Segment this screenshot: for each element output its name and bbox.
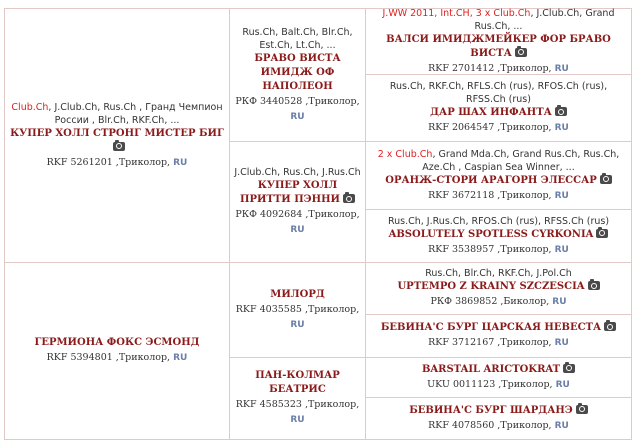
gen3-registration: РКФ 3869852 ,Биколор, RU — [430, 296, 567, 307]
country-code: RU — [290, 111, 305, 122]
sire-cell — [4, 8, 230, 263]
camera-icon[interactable] — [555, 107, 567, 116]
gen3-cell-8 — [365, 397, 632, 440]
country-code: RU — [290, 415, 305, 425]
dam-name[interactable]: ГЕРМИОНА ФОКС ЭСМОНД — [34, 337, 200, 348]
gen3-registration: RKF 2064547 ,Триколор, RU — [428, 122, 569, 133]
gen3-cell-5 — [365, 262, 632, 315]
dam-registration: RKF 5394801 ,Триколор, RU — [46, 352, 188, 363]
dam-sire-registration: RKF 4035585 ,Триколор, RU — [235, 303, 360, 330]
camera-icon[interactable] — [563, 364, 575, 373]
gen3-cell-4 — [365, 209, 632, 263]
country-code: RU — [173, 353, 188, 363]
gen3-registration: RKF 2701412 ,Триколор, RU — [428, 62, 569, 74]
dam-cell — [4, 262, 230, 440]
camera-icon[interactable] — [113, 142, 125, 151]
country-code: RU — [555, 379, 570, 390]
gen3-registration: RKF 3538957 ,Триколор, RU — [428, 243, 569, 255]
gen3-titles: Rus.Ch, Blr.Ch, RKF.Ch, J.Pol.Ch — [425, 268, 572, 279]
gen3-registration: RKF 3712167 ,Триколор, RU — [428, 337, 569, 348]
country-code: RU — [554, 338, 569, 348]
gen3-name[interactable]: ВАЛСИ ИМИДЖМЕЙКЕР ФОР БРАВО ВИСТА — [386, 33, 611, 59]
sire-dam-registration: РКФ 4092684 ,Триколор, RU — [235, 209, 360, 235]
gen3-name[interactable]: БЕВИНА'С БУРГ ЦАРСКАЯ НЕВЕСТА — [381, 321, 616, 335]
country-code: RU — [290, 225, 305, 235]
gen3-cell-1 — [365, 8, 632, 75]
sire-registration: RKF 5261201 ,Триколор, RU — [46, 156, 188, 168]
country-code: RU — [554, 63, 569, 74]
dam-dam-cell — [229, 357, 366, 440]
sire-titles: Club.Ch, J.Club.Ch, Rus.Ch , Гранд Чемпион России , Blr.Ch, RKF.Ch, ... — [11, 101, 223, 126]
sire-name[interactable]: КУПЕР ХОЛЛ СТРОНГ МИСТЕР БИГ — [9, 127, 225, 155]
country-code: RU — [554, 123, 569, 133]
camera-icon[interactable] — [600, 175, 612, 184]
gen3-name[interactable]: БЕВИНА'С БУРГ ШАРДАНЭ — [409, 404, 588, 418]
camera-icon[interactable] — [343, 194, 355, 203]
sire-sire-registration: РКФ 3440528 ,Триколор, RU — [235, 95, 360, 122]
gen3-name[interactable]: ABSOLUTELY SPOTLESS CYRKONIA — [389, 228, 609, 242]
sire-dam-name[interactable]: КУПЕР ХОЛЛ ПРИТТИ ПЭННИ — [234, 179, 361, 207]
gen3-cell-7 — [365, 357, 632, 398]
sire-sire-titles: Rus.Ch, Balt.Ch, Blr.Ch, Est.Ch, Lt.Ch, ... — [242, 26, 353, 51]
camera-icon[interactable] — [588, 281, 600, 290]
gen3-cell-3 — [365, 141, 632, 210]
dam-dam-name[interactable]: ПАН-КОЛМАР БЕАТРИС — [255, 370, 340, 395]
gen3-registration: UKU 0011123 ,Триколор, RU — [427, 378, 570, 390]
country-code: RU — [290, 319, 305, 330]
gen3-titles: 2 x Club.Ch, Grand Mda.Ch, Grand Rus.Ch, Rus.Ch, Aze.Ch , Caspian Sea Winner, ... — [377, 148, 620, 173]
camera-icon[interactable] — [576, 405, 588, 414]
camera-icon[interactable] — [604, 322, 616, 331]
camera-icon[interactable] — [515, 48, 527, 57]
sire-sire-cell — [229, 8, 366, 142]
country-code: RU — [552, 297, 567, 307]
country-code: RU — [554, 190, 569, 201]
country-code: RU — [554, 244, 569, 255]
dam-sire-cell — [229, 262, 366, 358]
dam-dam-registration: RKF 4585323 ,Триколор, RU — [235, 399, 360, 425]
gen3-registration: RKF 3672118 ,Триколор, RU — [428, 189, 569, 201]
gen3-titles: Rus.Ch, J.Rus.Ch, RFOS.Ch (rus), RFSS.Ch (rus) — [387, 215, 610, 227]
sire-dam-titles: J.Club.Ch, Rus.Ch, J.Rus.Ch — [234, 167, 361, 178]
gen3-cell-6 — [365, 314, 632, 358]
gen3-cell-2 — [365, 74, 632, 142]
gen3-name[interactable]: UPTEMPO Z KRAINY SZCZESCIA — [397, 280, 599, 294]
gen3-registration: RKF 4078560 ,Триколор, RU — [428, 419, 569, 431]
gen3-titles: Rus.Ch, RKF.Ch, RFLS.Ch (rus), RFOS.Ch (rus), RFSS.Ch (rus) — [389, 81, 608, 105]
country-code: RU — [173, 157, 188, 168]
gen3-name[interactable]: ДАР ШАХ ИНФАНТА — [430, 106, 567, 120]
gen3-titles: J.WW 2011, Int.CH, 3 x Club.Ch, J.Club.Ch, Grand Rus.Ch, ... — [382, 7, 615, 32]
sire-sire-name[interactable]: БРАВО ВИСТА ИМИДЖ ОФ НАПОЛЕОН — [254, 52, 341, 92]
dam-sire-name[interactable]: МИЛОРД — [270, 288, 325, 300]
camera-icon[interactable] — [596, 229, 608, 238]
country-code: RU — [554, 420, 569, 431]
sire-dam-cell — [229, 141, 366, 263]
gen3-name[interactable]: ОРАНЖ-СТОРИ АРАГОРН ЭЛЕССАР — [385, 174, 612, 188]
gen3-name[interactable]: BARSTAIL ARICTOKRAT — [422, 363, 575, 377]
